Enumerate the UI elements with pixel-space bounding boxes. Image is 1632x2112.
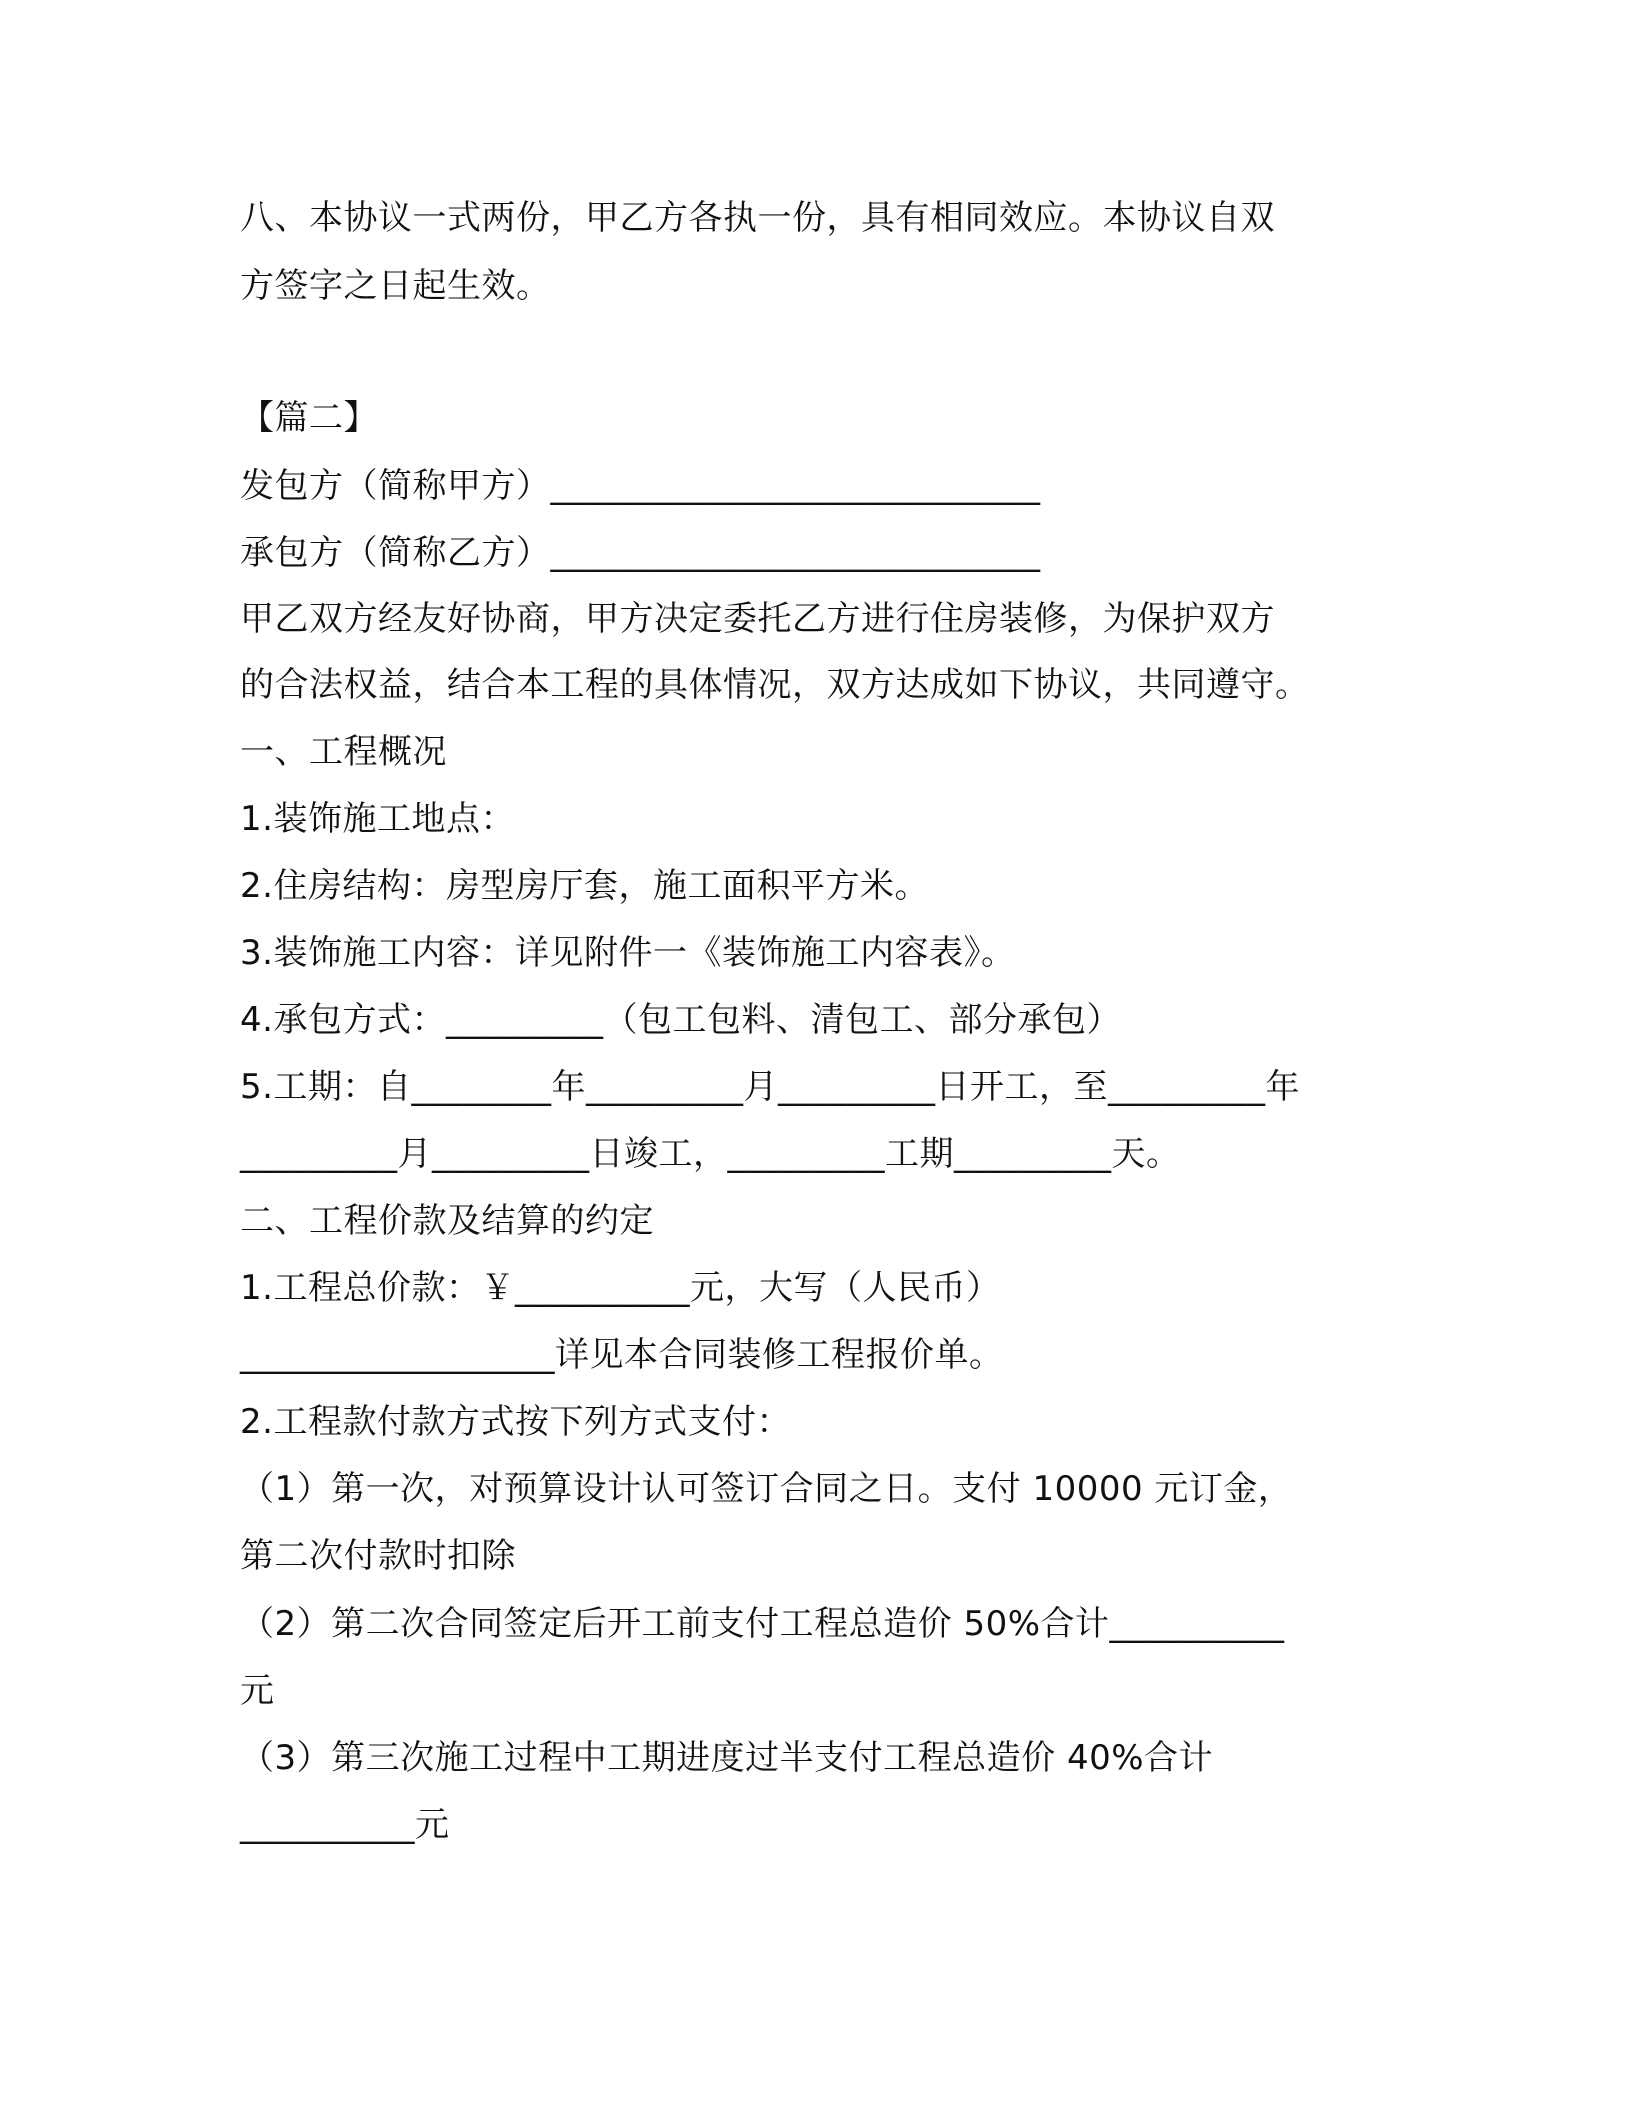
intro-paragraph-line-2: 的合法权益，结合本工程的具体情况，双方达成如下协议，共同遵守。 xyxy=(240,665,1310,705)
clause-8-line-2: 方签字之日起生效。 xyxy=(240,266,551,306)
item-1-5-line-1: 5.工期：自________年_________月_________日开工，至_________年 xyxy=(240,1067,1300,1107)
section-heading-part-two: 【篇二】 xyxy=(240,398,378,438)
payment-3-line-1: （3）第三次施工过程中工期进度过半支付工程总造价 40%合计 xyxy=(240,1738,1214,1778)
payment-2-line-2: 元 xyxy=(240,1671,275,1711)
item-1-3: 3.装饰施工内容：详见附件一《装饰施工内容表》。 xyxy=(240,933,1016,973)
party-a-line: 发包方（简称甲方）____________________________ xyxy=(240,466,1041,506)
party-b-line: 承包方（简称乙方）____________________________ xyxy=(240,533,1041,573)
item-2-2: 2.工程款付款方式按下列方式支付： xyxy=(240,1402,791,1442)
payment-3-line-2: __________元 xyxy=(240,1805,450,1845)
item-1-2: 2.住房结构：房型房厅套，施工面积平方米。 xyxy=(240,866,929,906)
item-2-1-line-1: 1.工程总价款：￥__________元，大写（人民币） xyxy=(240,1268,1001,1308)
intro-paragraph-line-1: 甲乙双方经友好协商，甲方决定委托乙方进行住房装修，为保护双方 xyxy=(240,599,1275,639)
item-1-1: 1.装饰施工地点： xyxy=(240,799,515,839)
payment-1-line-2: 第二次付款时扣除 xyxy=(240,1536,516,1576)
item-1-5-line-2: _________月_________日竣工，_________工期_________天。 xyxy=(240,1134,1181,1174)
clause-8-line-1: 八、本协议一式两份，甲乙方各执一份，具有相同效应。本协议自双 xyxy=(240,198,1275,238)
item-1-4: 4.承包方式：_________（包工包料、清包工、部分承包） xyxy=(240,1000,1121,1040)
item-2-1-line-2: __________________详见本合同装修工程报价单。 xyxy=(240,1335,1004,1375)
payment-2-line-1: （2）第二次合同签定后开工前支付工程总造价 50%合计__________ xyxy=(240,1604,1285,1644)
section-2-heading: 二、工程价款及结算的约定 xyxy=(240,1201,654,1241)
payment-1-line-1: （1）第一次，对预算设计认可签订合同之日。支付 10000 元订金， xyxy=(240,1469,1293,1509)
section-1-heading: 一、工程概况 xyxy=(240,732,447,772)
